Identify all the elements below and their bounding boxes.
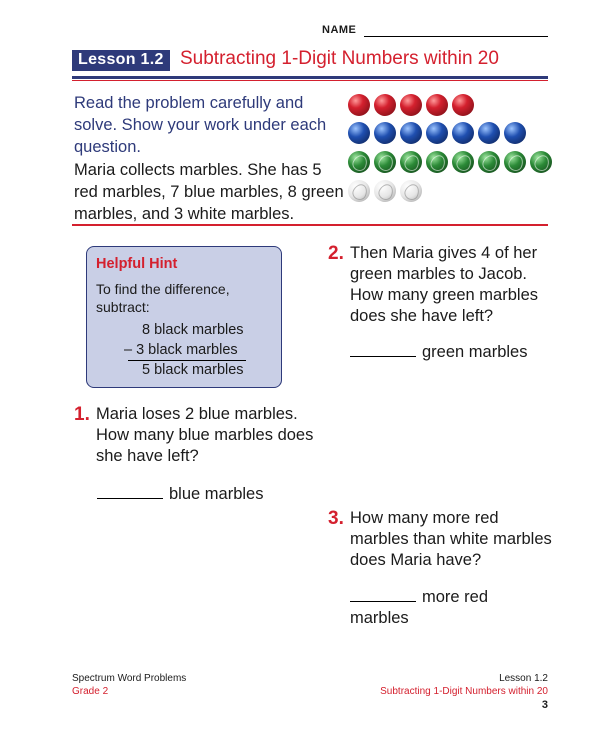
question-2 [328,243,560,327]
hint-text: To find the difference, subtract: [96,281,230,315]
question-1-answer [97,484,263,505]
answer-blank-1[interactable] [97,486,163,499]
footer-grade: Grade 2 [72,686,109,697]
section-divider [72,224,548,226]
question-3-answer [350,587,530,629]
answer-1-label: blue marbles [169,485,264,503]
red-marble-icon [348,94,370,116]
green-marble-icon [452,151,474,173]
question-1 [74,404,314,467]
question-3-number: 3. [328,508,344,529]
blue-marble-icon [452,122,474,144]
blue-marble-icon [400,122,422,144]
hint-sum-line [128,360,246,361]
hint-title: Helpful Hint [96,256,178,272]
question-1-number: 1. [74,404,90,425]
marble-row-blue [348,122,526,144]
blue-marble-icon [374,122,396,144]
marble-row-red [348,94,474,116]
answer-blank-2[interactable] [350,344,416,357]
red-marble-icon [452,94,474,116]
red-marble-icon [374,94,396,116]
blue-marble-icon [348,122,370,144]
hint-line-3: 5 black marbles [142,362,244,378]
white-marble-icon [400,180,422,202]
question-2-text: Then Maria gives 4 of her green marbles to Jacob. How many green marbles does she have left? [350,244,538,325]
white-marble-icon [348,180,370,202]
green-marble-icon [426,151,448,173]
question-2-number: 2. [328,243,344,264]
hint-line-1: 8 black marbles [142,322,244,338]
question-2-answer [350,342,527,363]
footer-lesson: Lesson 1.2 [499,673,548,684]
header-rule [72,76,548,79]
answer-3-label: more red marbles [350,588,489,627]
red-marble-icon [400,94,422,116]
white-marble-icon [374,180,396,202]
blue-marble-icon [504,122,526,144]
footer-lesson-title: Subtracting 1-Digit Numbers within 20 [380,686,548,697]
green-marble-icon [400,151,422,173]
question-1-text: Maria loses 2 blue marbles. How many blue marbles does she have left? [96,405,314,465]
page-number: 3 [541,699,548,711]
blue-marble-icon [426,122,448,144]
hint-line-2: – 3 black marbles [124,342,238,358]
marble-row-white [348,180,422,202]
question-3 [328,508,560,571]
lesson-title: Subtracting 1-Digit Numbers within 20 [180,48,499,69]
green-marble-icon [504,151,526,173]
answer-2-label: green marbles [422,343,528,361]
hint-calculation [124,320,244,380]
green-marble-icon [530,151,552,173]
marble-row-green [348,151,552,173]
green-marble-icon [374,151,396,173]
blue-marble-icon [478,122,500,144]
name-label: NAME [322,24,357,36]
instructions-text: Read the problem carefully and solve. Show your work under each question. [74,94,327,156]
green-marble-icon [348,151,370,173]
header-rule-accent [72,80,548,81]
name-field-line[interactable] [364,36,548,37]
footer-book-title: Spectrum Word Problems [72,673,187,684]
red-marble-icon [426,94,448,116]
lesson-tag: Lesson 1.2 [72,50,170,71]
answer-blank-3[interactable] [350,589,416,602]
story-text: Maria collects marbles. She has 5 red marbles, 7 blue marbles, 8 green marbles, and 3 white marbles. [74,161,344,223]
green-marble-icon [478,151,500,173]
question-3-text: How many more red marbles than white marbles does Maria have? [350,509,552,569]
